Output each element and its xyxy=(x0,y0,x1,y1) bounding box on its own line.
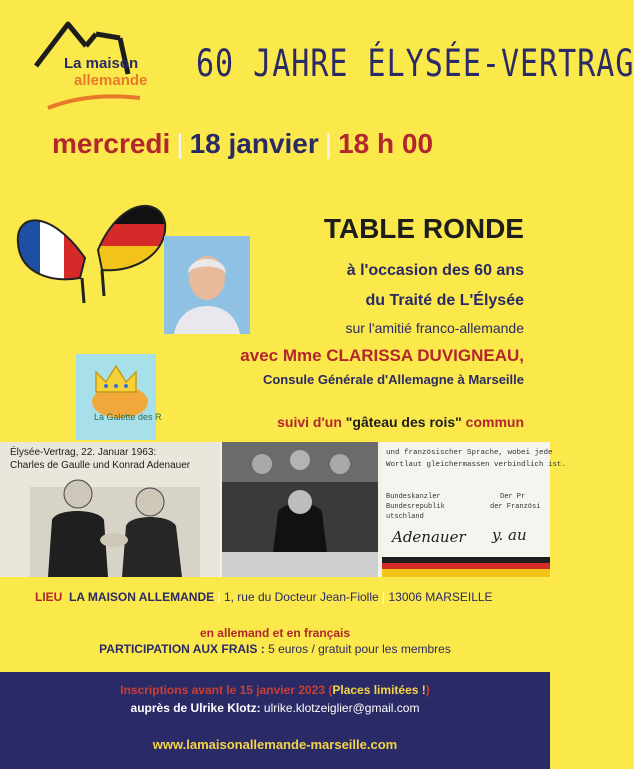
event-topic: sur l'amitié franco-allemande xyxy=(345,320,524,336)
event-date: 18 janvier xyxy=(189,128,319,159)
doc-text-line1: und französischer Sprache, wobei jede xyxy=(386,449,553,457)
venue-separator: | xyxy=(217,590,221,604)
contact-label: auprès de Ulrike Klotz: xyxy=(130,701,261,715)
event-date-line xyxy=(52,128,433,160)
venue-line xyxy=(35,590,493,604)
participation-line: PARTICIPATION AUX FRAIS : 5 euros / gratuit pour les membres xyxy=(99,642,451,656)
venue-separator: | xyxy=(382,590,386,604)
website-link[interactable]: www.lamaisonallemande-marseille.com xyxy=(152,737,398,752)
event-occasion-line2: du Traité de L'Élysée xyxy=(365,292,524,309)
doc-text-line2: Wortlaut gleichermassen verbindlich ist. xyxy=(386,461,567,469)
contact-email-link[interactable]: ulrike.klotzeiglier@gmail.com xyxy=(263,701,420,715)
flag-butterflies-image xyxy=(10,188,170,313)
galette-label: La Galette des R xyxy=(94,412,162,422)
person-icon xyxy=(164,236,250,334)
event-day: mercredi xyxy=(52,128,171,159)
event-followup: suivi d'un "gâteau des rois" commun xyxy=(277,414,524,430)
event-guest: avec Mme CLARISSA DUVIGNEAU, xyxy=(240,346,524,365)
page-title: 60 JAHRE ÉLYSÉE-VERTRAG xyxy=(196,42,634,86)
contact-line xyxy=(0,701,550,715)
event-guest-title: Consule Générale d'Allemagne à Marseille xyxy=(262,372,524,387)
participation-value: 5 euros / gratuit pour les membres xyxy=(268,642,451,656)
doc-signatory-left3: utschland xyxy=(386,513,424,521)
logo-line1: La maison xyxy=(64,55,139,72)
languages-note: en allemand et en français xyxy=(199,626,351,640)
registration-deadline: Inscriptions avant le 15 janvier 2023 (Places limitées !) xyxy=(120,683,430,697)
places-limited: Places limitées ! xyxy=(332,683,426,697)
venue-label: LIEU xyxy=(35,590,63,604)
photo-caption-line2: Charles de Gaulle und Konrad Adenauer xyxy=(10,460,191,471)
venue-city: 13006 MARSEILLE xyxy=(388,590,493,604)
signature-de-gaulle: y. au xyxy=(492,526,527,544)
date-separator: | xyxy=(324,128,333,159)
galette-crown-image xyxy=(74,352,158,442)
venue-address: 1, rue du Docteur Jean-Fiolle xyxy=(223,590,379,604)
logo-line2: allemande xyxy=(74,72,148,89)
speaker-portrait xyxy=(164,236,250,334)
photo-caption-line1: Élysée-Vertrag, 22. Januar 1963: xyxy=(10,447,157,458)
event-occasion-line1: à l'occasion des 60 ans xyxy=(346,262,524,279)
venue-name: LA MAISON ALLEMANDE xyxy=(69,590,215,604)
doc-signatory-left1: Bundeskanzler xyxy=(386,493,441,501)
signature-adenauer: Adenauer xyxy=(392,528,466,546)
participation-label: PARTICIPATION AUX FRAIS xyxy=(99,642,258,656)
doc-signatory-left2: Bundesrepublik xyxy=(386,503,445,511)
photo-caption xyxy=(10,446,210,472)
doc-signatory-right2: der Französi xyxy=(490,503,541,511)
event-time: 18 h 00 xyxy=(338,128,434,159)
date-separator: | xyxy=(176,128,184,159)
doc-signatory-right1: Der Pr xyxy=(500,493,526,501)
event-heading: TABLE RONDE xyxy=(323,213,524,244)
